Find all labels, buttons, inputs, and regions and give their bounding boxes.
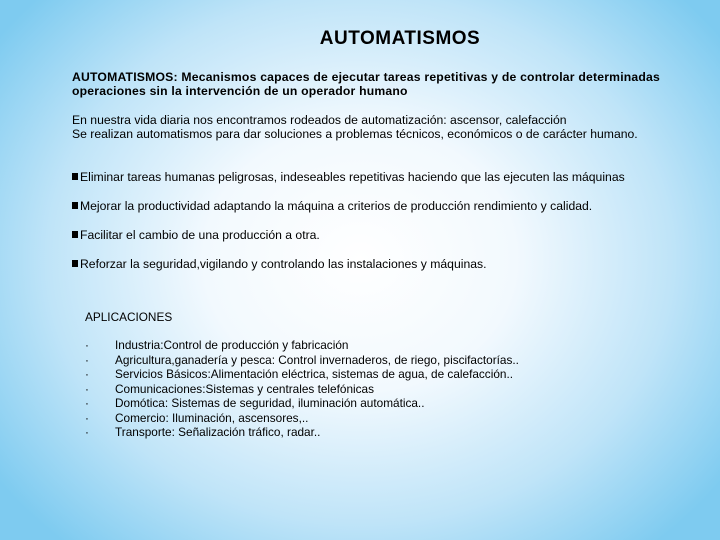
- square-bullet-icon: [72, 202, 78, 209]
- dot-bullet-icon: ·: [85, 338, 89, 352]
- application-item: · Comercio: Iluminación, ascensores,..: [85, 410, 309, 425]
- application-item: · Comunicaciones:Sistemas y centrales telefónicas: [85, 381, 374, 396]
- dot-bullet-icon: ·: [85, 425, 89, 439]
- dot-bullet-icon: ·: [85, 352, 89, 367]
- page-title: AUTOMATISMOS: [319, 28, 481, 49]
- application-item: · Domótica: Sistemas de seguridad, iluminación automática..: [85, 396, 425, 410]
- dot-bullet-icon: ·: [85, 410, 89, 425]
- dot-bullet-icon: ·: [85, 381, 89, 396]
- applications-heading: APLICACIONES: [85, 310, 173, 324]
- definition-paragraph: [72, 70, 660, 98]
- objective-item: Mejorar la productividad adaptando la máquina a criterios de producción rendimiento y calidad.: [72, 199, 672, 228]
- objectives-list: [72, 170, 672, 286]
- application-item: · Agricultura,ganadería y pesca: Control invernaderos, de riego, piscifactorías..: [85, 352, 519, 367]
- applications-list: [85, 338, 645, 440]
- objective-item: Facilitar el cambio de una producción a otra.: [72, 228, 672, 257]
- application-item: · Transporte: Señalización tráfico, radar..: [85, 425, 321, 439]
- square-bullet-icon: [72, 260, 78, 267]
- application-item: · Industria:Control de producción y fabricación: [85, 338, 349, 352]
- dot-bullet-icon: ·: [85, 367, 89, 381]
- dot-bullet-icon: ·: [85, 396, 89, 410]
- application-item: · Servicios Básicos:Alimentación eléctrica, sistemas de agua, de calefacción..: [85, 367, 514, 381]
- intro-line-1: En nuestra vida diaria nos encontramos rodeados de automatización: ascensor, calefacción: [72, 113, 567, 127]
- definition-text: Mecanismos capaces de ejecutar tareas repetitivas y de controlar determinadas operaciones sin la intervención de un operador humano: [72, 70, 660, 98]
- intro-line-2: Se realizan automatismos para dar soluciones a problemas técnicos, económicos o de carácter humano.: [72, 127, 638, 141]
- square-bullet-icon: [72, 173, 78, 180]
- definition-term: AUTOMATISMOS:: [72, 70, 178, 84]
- square-bullet-icon: [72, 231, 78, 238]
- objective-item: Reforzar la seguridad,vigilando y controlando las instalaciones y máquinas.: [72, 257, 672, 286]
- intro-paragraph: [72, 113, 660, 141]
- objective-item: Eliminar tareas humanas peligrosas, indeseables repetitivas haciendo que las ejecuten las máquinas: [72, 170, 672, 199]
